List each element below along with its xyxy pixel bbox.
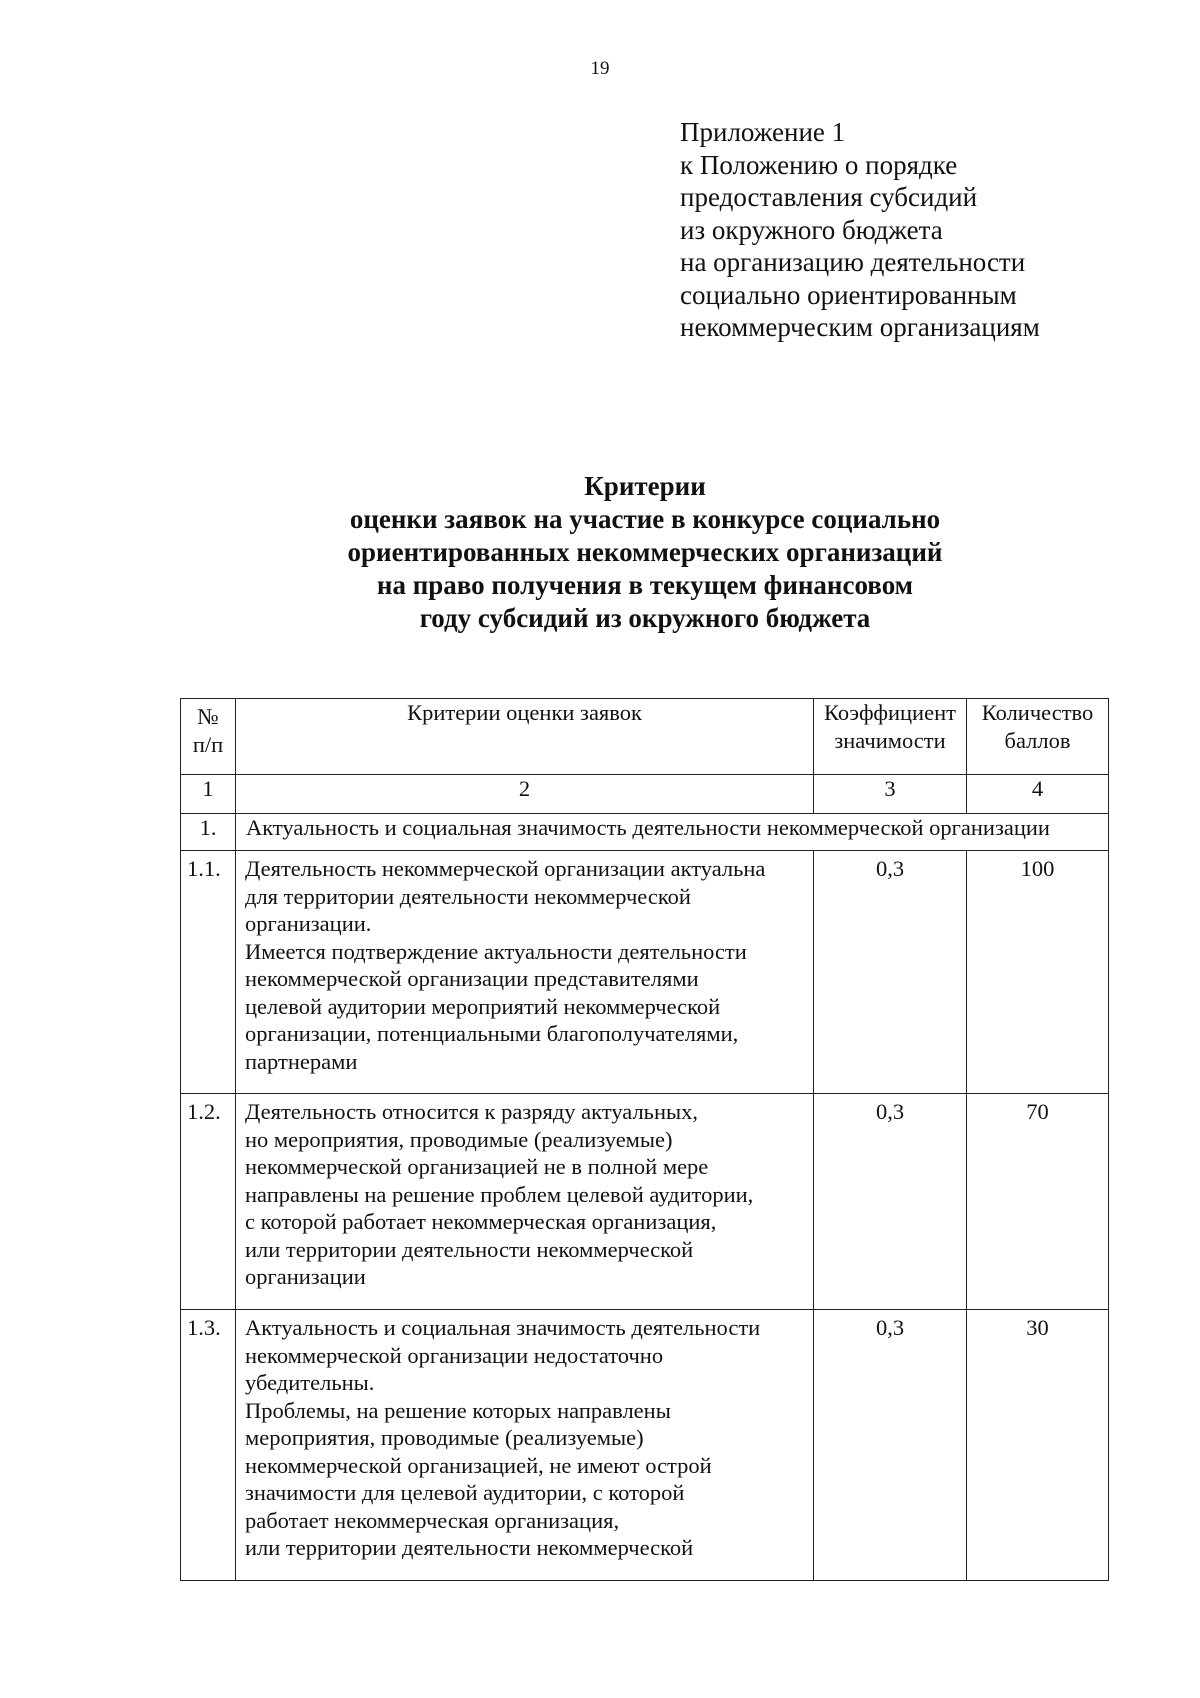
criteria-table <box>180 698 1109 1581</box>
appendix-line: на организацию деятельности <box>680 247 1026 277</box>
criteria-line: для территории деятельности некоммерческой <box>245 883 691 909</box>
criteria-line: некоммерческой организацией, не имеют острой <box>245 1452 712 1478</box>
section-row <box>181 814 1109 851</box>
appendix-header <box>680 116 1040 344</box>
header-points-line: баллов <box>1004 727 1071 753</box>
criteria-line: Имеется подтверждение актуальности деятельности <box>245 938 747 964</box>
section-title: Актуальность и социальная значимость деятельности некоммерческой организации <box>236 814 1109 851</box>
row-coefficient: 0,3 <box>814 1094 967 1310</box>
criteria-line: работает некоммерческая организация, <box>245 1507 620 1533</box>
header-number <box>181 699 236 775</box>
header-coefficient-line: Коэффициент <box>824 700 956 725</box>
table-row <box>181 1094 1109 1310</box>
criteria-line: организации <box>245 1264 366 1289</box>
header-number-label: п/п <box>192 731 224 757</box>
criteria-line: целевой аудитории мероприятий некоммерческой <box>245 993 721 1019</box>
column-index: 2 <box>236 775 814 814</box>
table-header-row <box>181 699 1109 775</box>
column-index: 3 <box>814 775 967 814</box>
header-criteria: Критерии оценки заявок <box>236 699 814 775</box>
criteria-line: но мероприятия, проводимые (реализуемые) <box>245 1126 673 1152</box>
criteria-line: организации. <box>245 911 372 936</box>
criteria-line: Деятельность относится к разряду актуальных, <box>245 1099 698 1124</box>
criteria-line: партнерами <box>245 1048 358 1074</box>
appendix-line: из окружного бюджета <box>680 214 943 245</box>
row-coefficient: 0,3 <box>814 851 967 1094</box>
criteria-line: организации, потенциальными благополучателями, <box>245 1021 739 1046</box>
section-number: 1. <box>181 814 236 851</box>
criteria-line: или территории деятельности некоммерческой <box>245 1236 694 1262</box>
appendix-line: Приложение 1 <box>680 117 846 147</box>
header-coefficient-line: значимости <box>834 727 946 753</box>
appendix-line: социально ориентированным <box>680 279 1017 310</box>
criteria-line: некоммерческой организацией не в полной мере <box>245 1154 709 1179</box>
header-points-line: Количество <box>981 700 1094 725</box>
title-line: оценки заявок на участие в конкурсе социально <box>349 504 941 534</box>
criteria-line: значимости для целевой аудитории, с которой <box>245 1480 685 1505</box>
criteria-line: убедительны. <box>245 1370 375 1395</box>
row-number: 1.2. <box>181 1094 236 1310</box>
row-criteria <box>236 851 814 1094</box>
column-index: 4 <box>967 775 1109 814</box>
column-index: 1 <box>181 775 236 814</box>
appendix-line: к Положению о порядке <box>680 149 958 180</box>
criteria-line: или территории деятельности некоммерческой <box>245 1535 694 1560</box>
header-number-symbol: № <box>197 704 219 729</box>
criteria-line: с которой работает некоммерческая организация, <box>245 1209 717 1234</box>
document-title <box>0 470 1200 635</box>
column-index-row <box>181 775 1109 814</box>
criteria-line: Актуальность и социальная значимость деятельности <box>245 1315 761 1340</box>
title-line: ориентированных некоммерческих организаций <box>347 537 943 567</box>
row-coefficient: 0,3 <box>814 1310 967 1581</box>
row-number: 1.1. <box>181 851 236 1094</box>
table-row <box>181 851 1109 1094</box>
criteria-line: Деятельность некоммерческой организации актуальна <box>245 856 766 881</box>
criteria-line: некоммерческой организации представителями <box>245 966 699 991</box>
criteria-line: некоммерческой организации недостаточно <box>245 1342 664 1368</box>
appendix-line: предоставления субсидий <box>680 182 978 212</box>
criteria-line: направлены на решение проблем целевой аудитории, <box>245 1181 754 1207</box>
criteria-line: Проблемы, на решение которых направлены <box>245 1397 671 1423</box>
row-number: 1.3. <box>181 1310 236 1581</box>
title-line: году субсидий из окружного бюджета <box>419 603 871 633</box>
criteria-line: мероприятия, проводимые (реализуемые) <box>245 1425 644 1450</box>
row-points: 100 <box>967 851 1109 1094</box>
title-line: на право получения в текущем финансовом <box>376 570 914 600</box>
table-row <box>181 1310 1109 1581</box>
page-number: 19 <box>590 58 610 79</box>
row-points: 70 <box>967 1094 1109 1310</box>
row-points: 30 <box>967 1310 1109 1581</box>
row-criteria <box>236 1094 814 1310</box>
title-line: Критерии <box>584 471 706 501</box>
appendix-line: некоммерческим организациям <box>680 312 1040 342</box>
header-points <box>967 699 1109 775</box>
header-coefficient <box>814 699 967 775</box>
row-criteria <box>236 1310 814 1581</box>
